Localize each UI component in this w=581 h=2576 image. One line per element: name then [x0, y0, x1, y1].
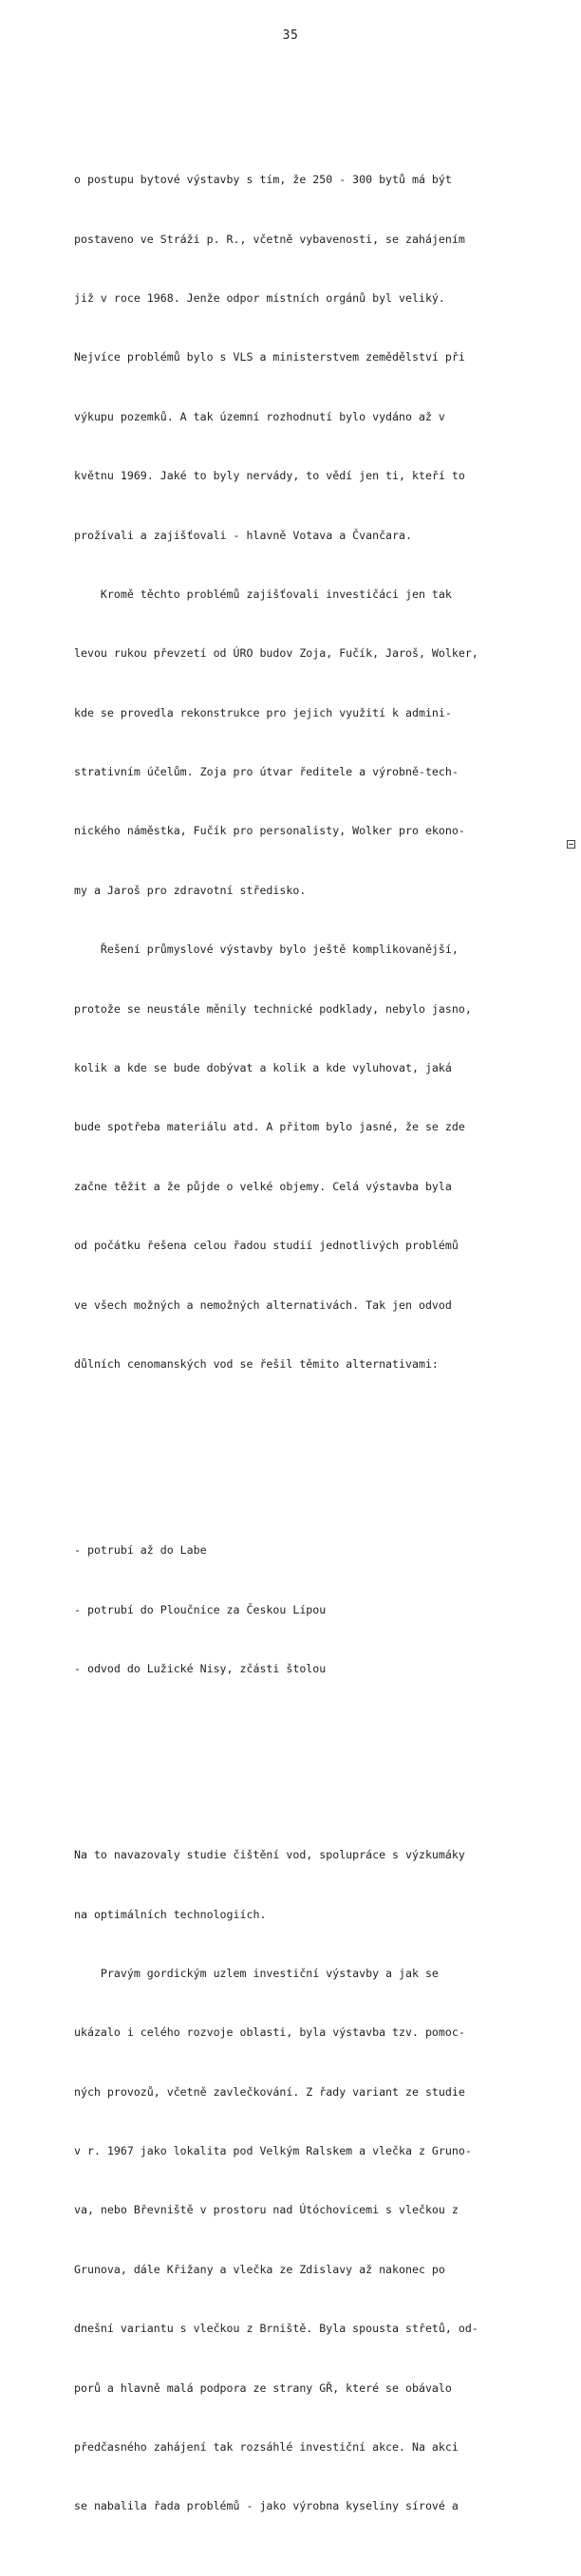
text-line: od počátku řešena celou řadou studií jednotlivých problémů [74, 1239, 459, 1253]
text-line: květnu 1969. Jaké to byly nervády, to vědí jen ti, kteří to [74, 469, 465, 483]
text-line: Grunova, dále Křižany a vlečka ze Zdislavy až nakonec po [74, 2262, 445, 2276]
text-line: bude spotřeba materiálu atd. A přitom bylo jasné, že se zde [74, 1120, 465, 1134]
text-line: va, nebo Břevniště v prostoru nad Útóchovicemi s vlečkou z [74, 2203, 459, 2217]
text-line: nického náměstka, Fučík pro personalisty, Wolker pro ekono- [74, 824, 465, 838]
minimize-icon[interactable] [567, 840, 575, 849]
text-line: Nejvíce problémů bylo s VLS a ministerstvem zemědělství při [74, 350, 465, 364]
list-item: - odvod do Lužické Nisy, zčásti štolou [74, 1661, 327, 1675]
text-line: ukázalo i celého rozvoje oblasti, byla výstavba tzv. pomoc- [74, 2025, 465, 2040]
text-line: protože se neustále měnily technické podklady, nebylo jasno, [74, 1001, 472, 1016]
text-line: ných provozů, včetně zavlečkování. Z řady variant ze studie [74, 2084, 465, 2099]
text-line: předčasného zahájení tak rozsáhlé investiční akce. Na akci [74, 2440, 459, 2455]
text-line: o postupu bytové výstavby s tím, že 250 - 300 bytů má být [74, 173, 452, 187]
paragraph-gap [74, 1453, 549, 1462]
text-line: strativním účelům. Zoja pro útvar ředitele a výrobně-tech- [74, 765, 459, 779]
text-line: my a Jaroš pro zdravotní středisko. [74, 883, 307, 897]
text-line: na optimálních technologiích. [74, 1907, 267, 1921]
list-item: - potrubí do Ploučnice za Českou Lípou [74, 1602, 327, 1616]
text-line: porů a hlavně malá podpora ze strany GŘ, které se obávalo [74, 2380, 452, 2395]
text-line: v r. 1967 jako lokalita pod Velkým Ralskem a vlečka z Gruno- [74, 2144, 472, 2158]
text-line: Kromě těchto problémů zajišťovali investičáci jen tak [74, 587, 452, 601]
list-item: - potrubí až do Labe [74, 1543, 207, 1558]
text-line: Řešení průmyslové výstavby bylo ještě komplikovanější, [74, 943, 459, 957]
paragraph-1 [74, 131, 549, 1414]
paragraph-2 [74, 1806, 549, 2556]
text-line: důlních cenomanských vod se řešil těmito alternativami: [74, 1357, 439, 1371]
text-line: Pravým gordickým uzlem investiční výstavby a jak se [74, 1966, 439, 1980]
text-line: kde se provedla rekonstrukce pro jejich využití k admini- [74, 705, 452, 719]
text-line: dnešní variantu s vlečkou z Brniště. Byla spousta střetů, od- [74, 2322, 478, 2336]
body-text [74, 91, 549, 2576]
alternatives-list [74, 1502, 549, 1719]
text-line: kolik a kde se bude dobývat a kolik a kde vyluhovat, jaká [74, 1061, 452, 1075]
page-number: 35 [282, 28, 299, 43]
text-line: již v roce 1968. Jenže odpor místních orgánů byl veliký. [74, 290, 445, 305]
text-line: začne těžit a že půjde o velké objemy. Celá výstavba byla [74, 1179, 452, 1193]
text-line: výkupu pozemků. A tak územní rozhodnutí bylo vydáno až v [74, 409, 445, 423]
text-line: postaveno ve Stráži p. R., včetně vybavenosti, se zahájením [74, 232, 465, 246]
text-line: se nabalila řada problémů - jako výrobna kyseliny sírové a [74, 2499, 459, 2513]
text-line: Na to navazovaly studie čištění vod, spolupráce s výzkumáky [74, 1848, 465, 1862]
text-line: prožívali a zajišťovali - hlavně Votava a Čvančara. [74, 528, 412, 542]
paragraph-gap [74, 1758, 549, 1766]
text-line: ve všech možných a nemožných alternativách. Tak jen odvod [74, 1297, 452, 1312]
text-line: levou rukou převzetí od ÚRO budov Zoja, Fučík, Jaroš, Wolker, [74, 646, 478, 661]
